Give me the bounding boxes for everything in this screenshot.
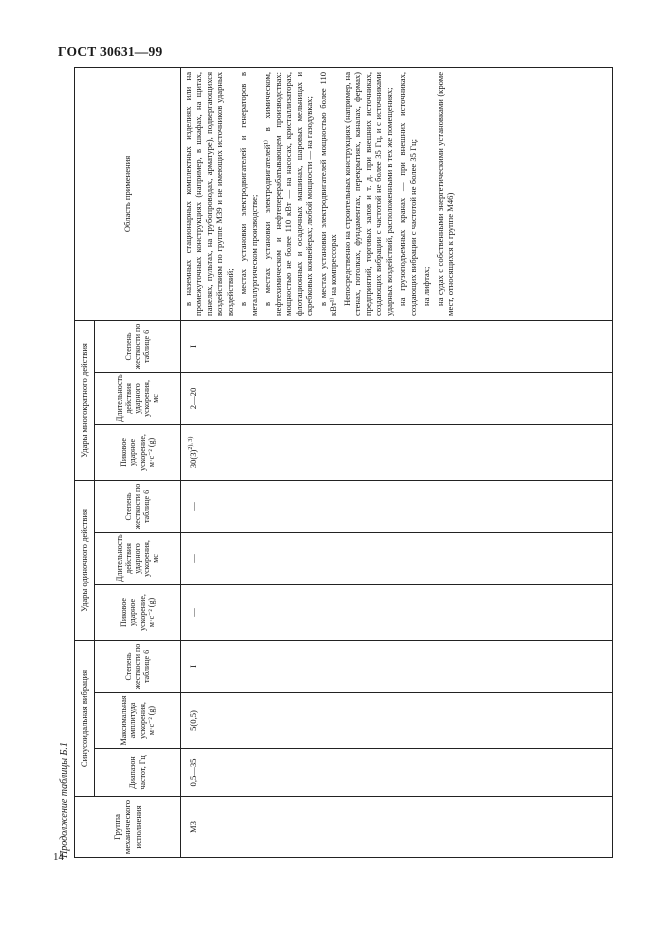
header-multi-peak: Пиковое ударное ускорение, м·с⁻² (g) — [95, 424, 181, 480]
application-paragraph: на судах с собственными энергетическими установками (кроме мест, относящихся к группе М46) — [434, 71, 456, 316]
application-paragraph: в наземных стационарных комплектных изделиях или на промежуточных конструкциях (например, в шкафах, на щитах, панелях, пультах, на трубопроводах, арматуре), подвергающихся воздействиям по группе М39 и не имеющих источников ударных воздействий; — [183, 71, 235, 316]
cell-sine-severity: I — [181, 640, 613, 692]
cell-single-peak: — — [181, 584, 613, 640]
data-table — [74, 67, 613, 858]
page-number: 14 — [53, 851, 64, 863]
header-single-peak: Пиковое ударное ускорение, м·с⁻² (g) — [95, 584, 181, 640]
header-application: Область применения — [75, 67, 181, 320]
header-single-shock: Удары одиночного действия — [75, 480, 95, 640]
header-single-severity: Степень жесткости по таблице 6 — [95, 480, 181, 532]
table-caption: Продолжение таблицы Б.1 — [59, 742, 70, 858]
standard-header: ГОСТ 30631—99 — [58, 44, 163, 59]
cell-multi-peak: $30(3)^{2), 3)}$ — [181, 424, 613, 480]
header-sine-vibration: Синусоидальная вибрация — [75, 640, 95, 796]
header-multi-duration: Длительность действия ударного ускорения, мс — [95, 372, 181, 424]
application-paragraph: Непосредственно на строительных конструкциях (например, на стенах, потолках, фундаментах, перекрытиях, каналах, фермах) предприятий, торговых залов и т. д. при внешних источниках, создающих вибрации с частотой не более 35 Гц, и с источниками ударных воздействий, расположенными в тех же помещениях; — [341, 71, 394, 316]
header-max-amplitude: Максимальная амплитуда ускорения, м·с⁻² (g) — [95, 693, 181, 749]
table-row — [181, 67, 613, 857]
application-paragraph: в местах установки электродвигателей и генераторов в металлургическом производстве; — [238, 71, 259, 316]
header-frequency-range: Диапазон частот, Гц — [95, 749, 181, 797]
application-paragraph: на лифтах; — [421, 266, 432, 306]
application-paragraph: в местах установки электродвигателей мощностью более 110 кВт¹⁾ на компрессорах — [317, 71, 339, 316]
header-sine-severity: Степень жесткости по таблице 6 — [95, 640, 181, 692]
header-multi-severity: Степень жесткости по таблице 6 — [95, 320, 181, 372]
application-paragraph: на грузоподъемных кранах — при внешних источниках, создающих вибрации с частотой не более 35 Гц; — [397, 71, 418, 316]
cell-max-amplitude: 5(0,5) — [181, 693, 613, 749]
application-paragraph: в местах установки электродвигателей¹⁾ в химическом, нефтехимическом и нефтеперерабатывающем производствах: мощностью не более 110 кВт — на насосах, кристаллизаторах, флотационных и осадочных машинах, шаровых мельницах и скребковых конвейерах; любой мощности — на газодувках; — [262, 71, 315, 316]
cell-multi-duration: 2—20 — [181, 372, 613, 424]
cell-application — [181, 67, 613, 320]
cell-multi-severity: I — [181, 320, 613, 372]
header-group: Группа механического исполнения — [75, 797, 181, 858]
header-single-duration: Длительность действия ударного ускорения, мс — [95, 532, 181, 584]
cell-group: М3 — [181, 797, 613, 858]
rotated-table-page — [61, 68, 596, 858]
cell-single-severity: — — [181, 480, 613, 532]
cell-frequency-range: 0,5—35 — [181, 749, 613, 797]
header-multiple-shock: Удары многократного действия — [75, 320, 95, 480]
cell-single-duration: — — [181, 532, 613, 584]
